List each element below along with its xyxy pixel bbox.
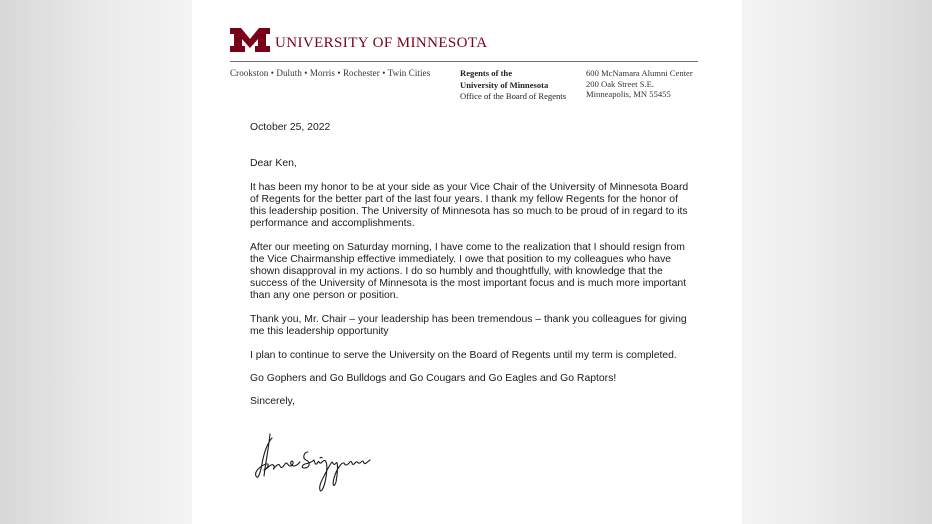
- office-line-2: University of Minnesota: [460, 79, 549, 90]
- address-line-3: Minneapolis, MN 55455: [586, 89, 671, 99]
- address-line-2: 200 Oak Street S.E.: [586, 78, 655, 89]
- letter-closing: Sincerely,: [250, 396, 295, 407]
- paragraph-1: It has been my honor to be at your side as your Vice Chair of the University of Minnesota Board of Regents for the better part of the last four years. I thank my fellow Regents for the honor of this leadership position. The University of Minnesota has so much to be proud of in regard to its performance and accomplishments.: [250, 182, 689, 229]
- institution-wordmark: [275, 36, 487, 51]
- background-right: [742, 0, 932, 524]
- office-line-3: Office of the Board of Regents: [460, 91, 567, 101]
- office-line-1: Regents of the: [460, 68, 513, 78]
- letter-greeting: Dear Ken,: [250, 158, 297, 169]
- handwritten-signature: [250, 430, 375, 496]
- paragraph-3: Thank you, Mr. Chair – your leadership has been tremendous – thank you colleagues for giving me this leadership opportunity: [250, 314, 687, 337]
- office-block: [460, 68, 566, 103]
- institution-prefix: UNIVERSITY OF: [275, 34, 393, 51]
- institution-name: MINNESOTA: [396, 34, 488, 51]
- address-block: [586, 68, 693, 100]
- background-left: [0, 0, 192, 524]
- letter-body: [250, 122, 690, 408]
- address-line-1: 600 McNamara Alumni Center: [586, 68, 693, 78]
- paragraph-5: Go Gophers and Go Bulldogs and Go Cougars and Go Eagles and Go Raptors!: [250, 373, 617, 384]
- block-m-logo-icon: [230, 28, 270, 52]
- campus-list: Crookston • Duluth • Morris • Rochester • Twin Cities: [230, 68, 431, 78]
- letterhead-logo: [230, 28, 487, 52]
- paragraph-4: I plan to continue to serve the University on the Board of Regents until my term is completed.: [250, 350, 677, 361]
- paragraph-2: After our meeting on Saturday morning, I have come to the realization that I should resign from the Vice Chairmanship effective immediately. I owe that position to my colleagues who have shown disapproval in my actions. I do so humbly and thoughtfully, with knowledge that the success of the University of Minnesota is the most important focus and is much more important than any one person or position.: [250, 242, 687, 301]
- letterhead-divider: [230, 61, 698, 62]
- letter-page: [192, 0, 742, 524]
- letter-date: October 25, 2022: [250, 122, 331, 133]
